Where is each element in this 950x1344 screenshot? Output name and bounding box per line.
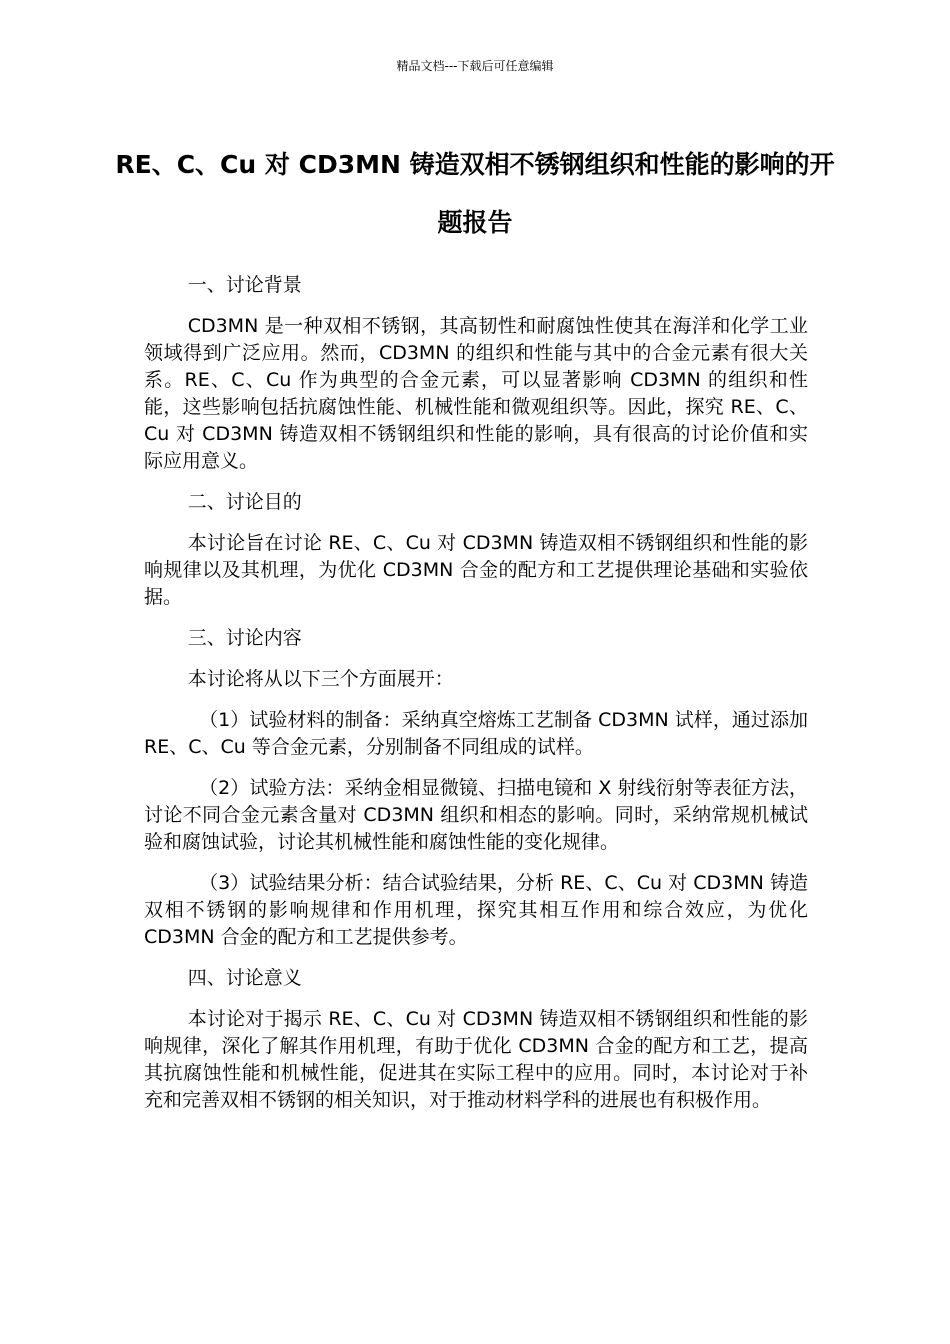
- content-item-materials: （1）试验材料的制备：采纳真空熔炼工艺制备 CD3MN 试样，通过添加 RE、C、Cu 等合金元素，分别制备不同组成的试样。: [144, 709, 808, 758]
- background-paragraph: CD3MN 是一种双相不锈钢，其高韧性和耐腐蚀性使其在海洋和化学工业领域得到广泛应用。然而，CD3MN 的组织和性能与其中的合金元素有很大关系。RE、C、Cu 作为典型的合金元素，可以显著影响 CD3MN 的组织和性能，这些影响包括抗腐蚀性能、机械性能和微观组织等。因此，探究 RE、C、Cu 对 CD3MN 铸造双相不锈钢组织和性能的影响，具有很高的讨论价值和实际应用意义。: [144, 315, 808, 472]
- page-header: 精品文档---下载后可任意编辑: [396, 59, 554, 73]
- document-body: [144, 272, 808, 1128]
- section-heading-significance: 四、讨论意义: [187, 967, 302, 989]
- significance-paragraph: 本讨论对于揭示 RE、C、Cu 对 CD3MN 铸造双相不锈钢组织和性能的影响规律，深化了解其作用机理，有助于优化 CD3MN 合金的配方和工艺，提高其抗腐蚀性能和机械性能，促进其在实际工程中的应用。同时，本讨论对于补充和完善双相不锈钢的相关知识，对于推动材料学科的进展也有积极作用。: [144, 1008, 808, 1111]
- section-heading-purpose: 二、讨论目的: [187, 491, 302, 513]
- purpose-paragraph: 本讨论旨在讨论 RE、C、Cu 对 CD3MN 铸造双相不锈钢组织和性能的影响规律以及其机理，为优化 CD3MN 合金的配方和工艺提供理论基础和实验依据。: [144, 532, 808, 608]
- section-heading-background: 一、讨论背景: [187, 274, 302, 296]
- content-intro-paragraph: 本讨论将从以下三个方面展开：: [187, 668, 454, 690]
- section-heading-content: 三、讨论内容: [187, 627, 302, 649]
- content-item-methods: （2）试验方法：采纳金相显微镜、扫描电镜和 X 射线衍射等表征方法，讨论不同合金元素含量对 CD3MN 组织和相态的影响。同时，采纳常规机械试验和腐蚀试验，讨论其机械性能和腐蚀性能的变化规律。: [144, 777, 808, 853]
- content-item-analysis: （3）试验结果分析：结合试验结果，分析 RE、C、Cu 对 CD3MN 铸造双相不锈钢的影响规律和作用机理，探究其相互作用和综合效应，为优化 CD3MN 合金的配方和工艺提供参考。: [144, 872, 808, 948]
- document-title: RE、C、Cu 对 CD3MN 铸造双相不锈钢组织和性能的影响的开题报告: [115, 150, 835, 237]
